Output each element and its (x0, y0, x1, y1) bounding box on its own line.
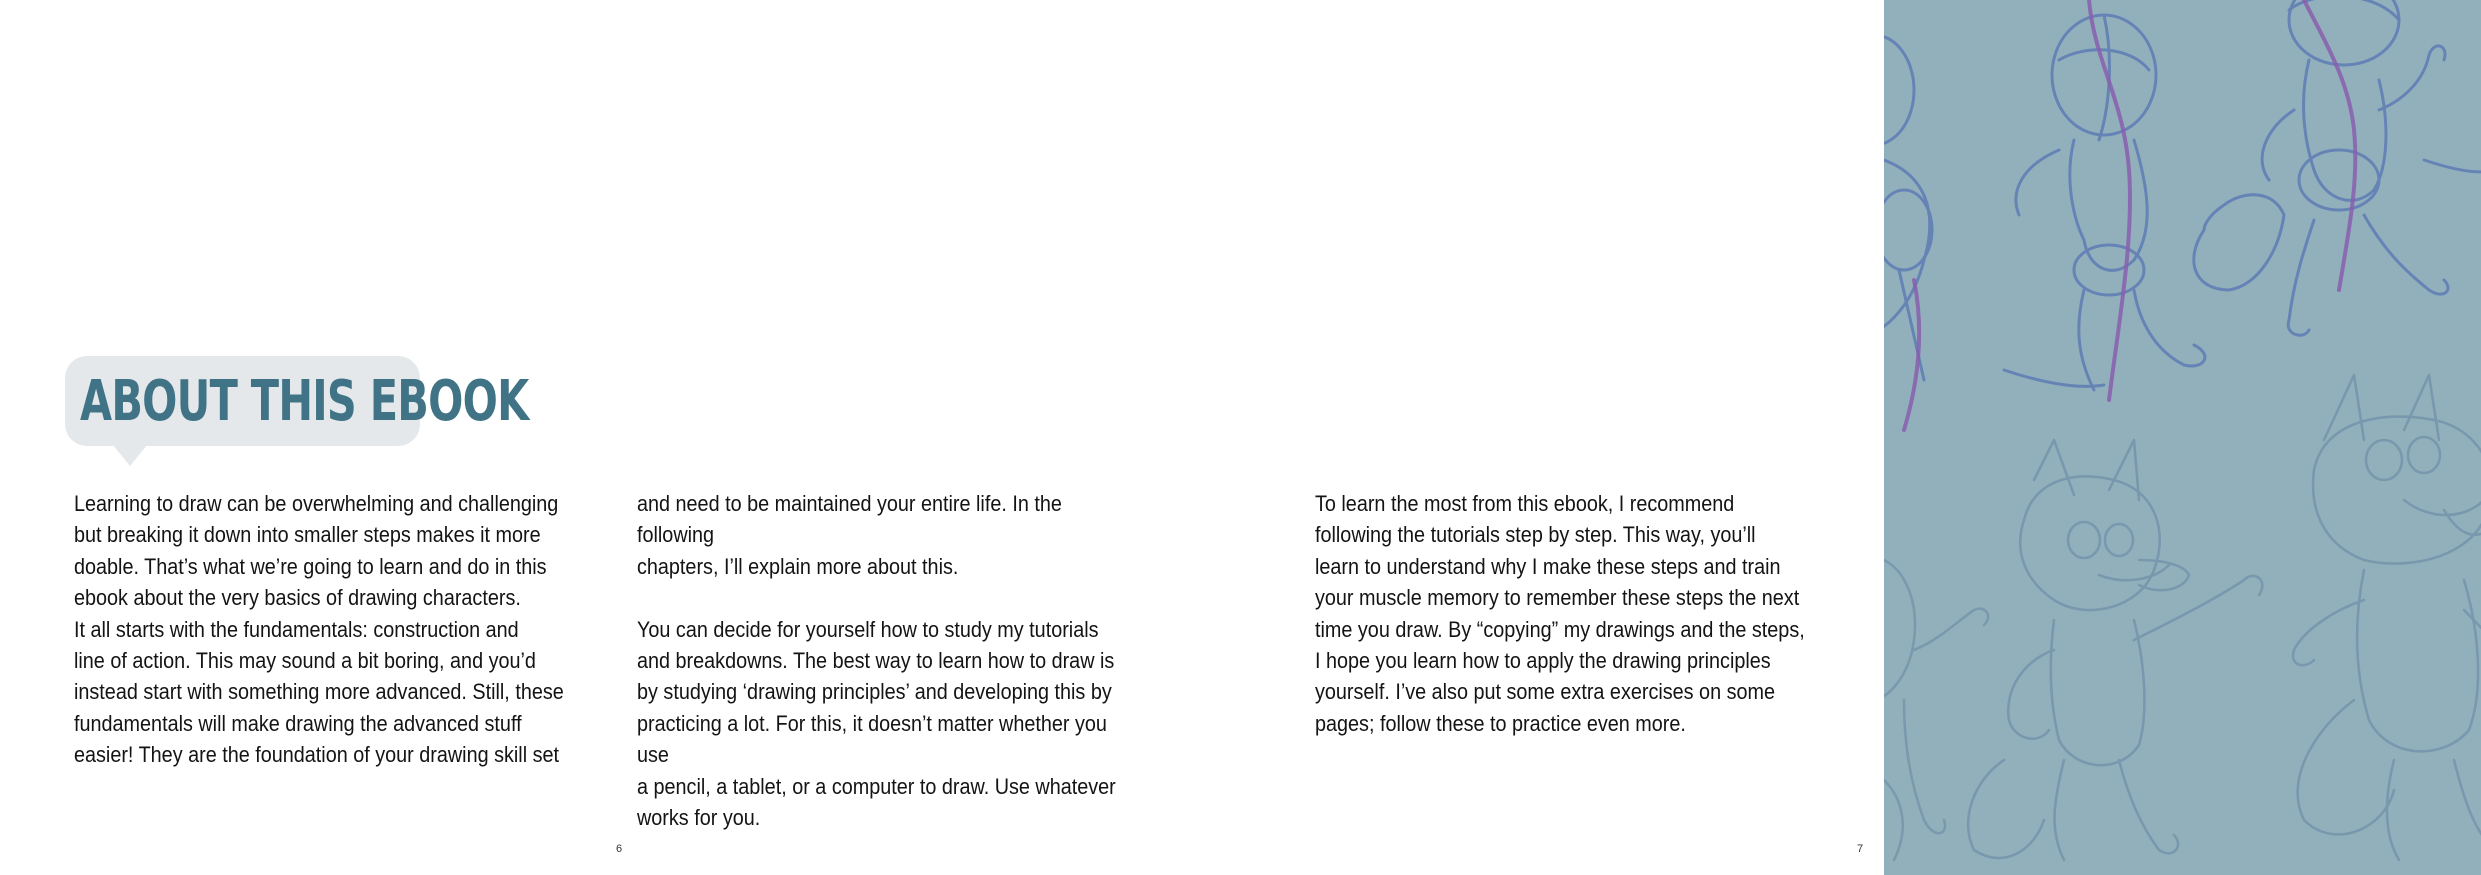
fox-character-sketch-right (2293, 375, 2481, 860)
page-number-left: 6 (616, 843, 623, 855)
sketch-artwork (1884, 0, 2481, 875)
page-number-right: 7 (1857, 843, 1864, 855)
fox-sketch-illustration (1884, 0, 2481, 875)
sketch-figure-left-edge (1884, 35, 1932, 380)
speech-bubble-tail (112, 444, 148, 466)
left-page (0, 0, 1240, 875)
body-text-column-1: Learning to draw can be overwhelming and challenging but breaking it down into smaller steps makes it more doable. That’s what we’re going to learn and do in this ebook about the very basics of drawing characters. It all starts with the fundamentals: construction and line of action. This may sound a bit boring, and you’d instead start with something more advanced. Still, these fundamentals will make drawing the advanced stuff easier! They are the foundation of your drawing skill set (74, 491, 564, 768)
section-heading: ABOUT THIS EBOOK (80, 369, 529, 434)
body-text-column-3: To learn the most from this ebook, I recommend following the tutorials step by step. This way, you’ll learn to understand why I make these steps and train your muscle memory to remember these steps the next time you draw. By “copying” my drawings and the steps, I hope you learn how to apply the drawing principles yourself. I’ve also put some extra exercises on some pages; follow these to practice even more. (1315, 491, 1805, 736)
body-text-column-2: and need to be maintained your entire life. In the following chapters, I’ll explain more about this. You can decide for yourself how to study my tutorials and breakdowns. The best way to learn how to draw is by studying ‘drawing principles’ and developing this by practicing a lot. For this, it doesn’t matter whether you use a pencil, a tablet, or a computer to draw. Use whatever works for you. (637, 491, 1116, 831)
fox-character-sketch-left-edge (1884, 560, 1988, 860)
fox-character-sketch-center (1968, 440, 2262, 860)
sketch-figure-top-right (2194, 0, 2481, 335)
